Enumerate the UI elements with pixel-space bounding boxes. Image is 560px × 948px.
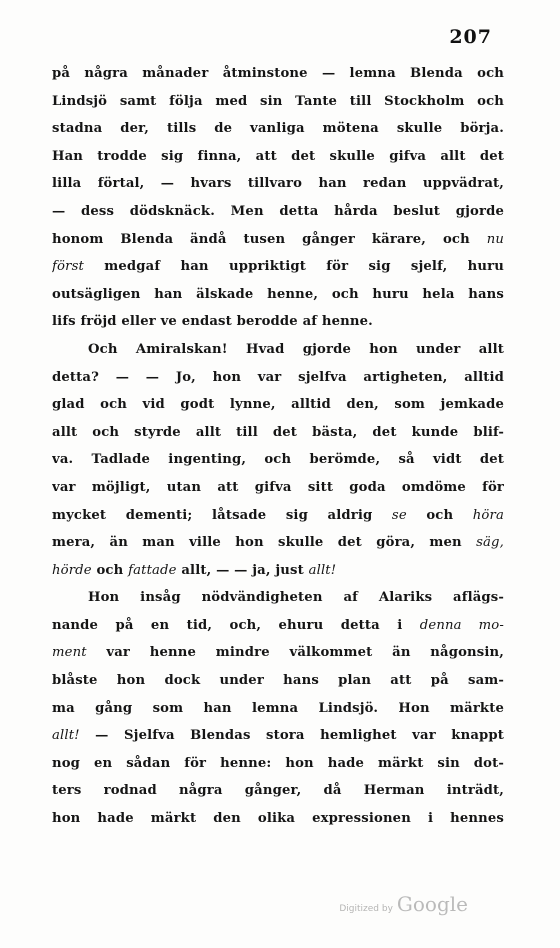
text-line <box>52 695 504 723</box>
body-text <box>52 60 504 833</box>
italic-run: hörde <box>52 562 92 578</box>
text-run: och <box>406 507 473 523</box>
text-run: — dess dödsknäck. Men detta hårda beslut gjorde <box>52 203 504 219</box>
text-line <box>52 502 504 530</box>
italic-run: först <box>52 259 84 275</box>
italic-run: allt! <box>52 728 80 744</box>
text-run: outsägligen han älskade henne, och huru hela hans <box>52 286 504 302</box>
italic-run: höra <box>472 507 504 523</box>
text-run: nande på en tid, och, ehuru detta i <box>52 617 420 633</box>
text-line <box>52 639 504 667</box>
text-line <box>52 336 504 364</box>
italic-run: denna mo- <box>419 617 504 633</box>
italic-run: ment <box>52 645 87 661</box>
text-run: va. Tadlade ingenting, och berömde, så vidt det <box>52 452 504 468</box>
text-run: honom Blenda ändå tusen gånger kärare, och <box>52 231 487 247</box>
italic-run: säg, <box>476 535 504 551</box>
text-run: glad och vid godt lynne, alltid den, som jemkade <box>52 397 504 413</box>
page-number: 207 <box>449 26 492 48</box>
italic-run: nu <box>486 231 504 247</box>
italic-run: fattade <box>128 562 177 578</box>
text-line <box>52 529 504 557</box>
text-line <box>52 722 504 750</box>
text-line <box>52 88 504 116</box>
text-line <box>52 170 504 198</box>
text-line <box>52 364 504 392</box>
text-line <box>52 584 504 612</box>
text-run: stadna der, tills de vanliga mötena skulle börja. <box>52 121 504 137</box>
text-run: ma gång som han lemna Lindsjö. Hon märkte <box>52 700 504 716</box>
text-run: lilla förtal, — hvars tillvaro han redan uppvädrat, <box>52 176 504 192</box>
text-run: allt och styrde allt till det bästa, det kunde blif- <box>52 424 504 440</box>
text-run: och <box>91 562 129 578</box>
text-run: hon hade märkt den olika expressionen i hennes <box>52 811 504 827</box>
text-line <box>52 115 504 143</box>
google-logo: Google <box>396 892 468 916</box>
text-line <box>52 60 504 88</box>
text-run: medgaf han uppriktigt för sig sjelf, huru <box>83 259 504 275</box>
text-run: på några månader åtminstone — lemna Blenda och <box>52 66 504 81</box>
text-run: blåste hon dock under hans plan att på sam- <box>52 673 504 689</box>
text-run: Han trodde sig finna, att det skulle gifva allt det <box>52 148 504 164</box>
text-line <box>52 391 504 419</box>
text-line <box>52 557 504 585</box>
text-run: Och Amiralskan! Hvad gjorde hon under allt <box>88 341 504 357</box>
text-line <box>52 612 504 640</box>
text-line <box>52 805 504 833</box>
text-run: ters rodnad några gånger, då Herman inträdt, <box>52 783 504 799</box>
text-line <box>52 253 504 281</box>
text-line <box>52 667 504 695</box>
text-line <box>52 446 504 474</box>
text-line <box>52 474 504 502</box>
text-line <box>52 419 504 447</box>
text-line <box>52 143 504 171</box>
watermark-prefix: Digitized by <box>339 904 393 914</box>
text-run: lifs fröjd eller ve endast berodde af henne. <box>52 314 373 330</box>
text-run: detta? — — Jo, hon var sjelfva artigheten, alltid <box>52 369 504 385</box>
text-run: mycket dementi; låtsade sig aldrig <box>52 507 392 523</box>
text-line <box>52 777 504 805</box>
text-run: nog en sådan för henne: hon hade märkt sin dot- <box>52 755 504 771</box>
text-run: Hon insåg nödvändigheten af Alariks aflägs- <box>88 590 504 606</box>
text-line <box>52 281 504 309</box>
italic-run: allt! <box>308 562 337 578</box>
text-run: mera, än man ville hon skulle det göra, men <box>52 535 477 551</box>
text-line <box>52 226 504 254</box>
text-run: Lindsjö samt följa med sin Tante till Stockholm och <box>52 93 504 109</box>
text-line <box>52 308 504 336</box>
digitized-watermark <box>339 892 468 916</box>
text-run: var möjligt, utan att gifva sitt goda omdöme för <box>52 479 504 495</box>
text-line <box>52 198 504 226</box>
text-run: allt, — — ja, just <box>176 562 309 578</box>
text-line <box>52 750 504 778</box>
text-run: — Sjelfva Blendas stora hemlighet var knappt <box>79 728 504 744</box>
text-run: var henne mindre välkommet än någonsin, <box>86 645 504 661</box>
italic-run: se <box>391 507 407 523</box>
